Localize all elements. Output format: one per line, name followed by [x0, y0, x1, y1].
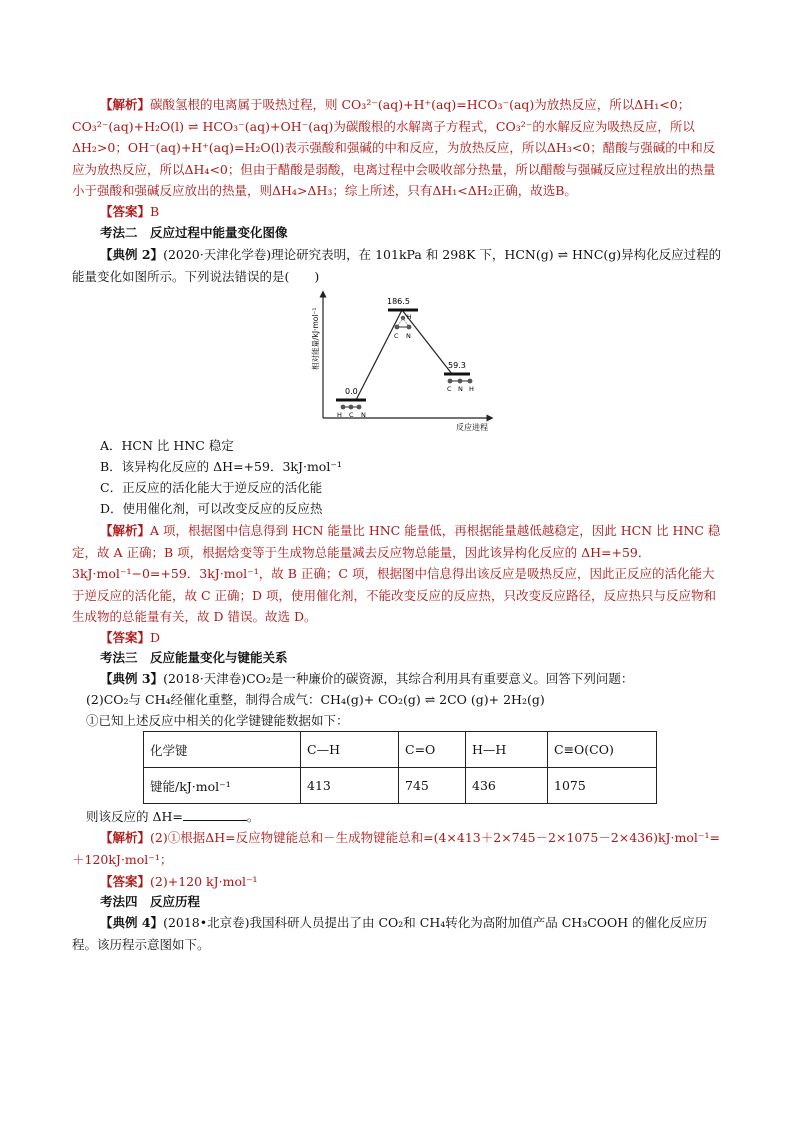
level-0-value: 0.0 — [345, 387, 358, 396]
example-3-part: (2)CO₂与 CH₄经催化重整，制得合成气：CH₄(g)+ CO₂(g) ⇌ 2CO (g)+ 2H₂(g) — [86, 692, 545, 707]
example-stem: 理论研究表明，在 101kPa 和 298K 下，HCN(g) ⇌ HNC(g)异构化反应过程的能量变化如图所示。下列说法错误的是( ) — [72, 247, 722, 284]
analysis-text: (2)①根据ΔH=反应物键能总和－生成物键能总和=(4×413＋2×745－2×1075－2×436)kJ·mol⁻¹=＋120kJ·mol⁻¹； — [72, 830, 720, 867]
analysis-text: A 项，根据图中信息得到 HCN 能量比 HNC 能量低，再根据能量越低越稳定，因此 HCN 比 HNC 稳定，故 A 正确；B 项，根据焓变等于生成物总能量减去反应物总能量，因此该异构化反应的 ΔH=+59．3kJ·mol⁻¹−0=+59．3kJ·mol⁻¹，故 B 正确；C 项，根据图中信息得出该反应是吸热反应，因此正反应的活化能大于逆反应的活化能，故 C 正确；D 项，使用催化剂，不能改变反应的反应热，只改变反应路径，反应热只与反应物和生成物的总能量有关，故 D 错误。故选 D。 — [72, 523, 721, 624]
answer-2 — [72, 627, 722, 649]
section-4-title: 考法四 反应历程 — [100, 894, 201, 909]
example-2 — [72, 244, 722, 287]
table-cell: 1075 — [548, 768, 657, 804]
question-end: 。 — [246, 809, 260, 824]
x-axis-label: 反应进程 — [456, 423, 488, 432]
example-3-sub: ①已知上述反应中相关的化学键键能数据如下： — [86, 713, 349, 728]
example-stem: 我国科研人员提出了由 CO₂和 CH₄转化为高附加值产品 CH₃COOH 的催化反应历程。该历程示意图如下。 — [72, 915, 708, 952]
example-label: 【典例 3】 — [100, 671, 164, 686]
example-4 — [72, 912, 722, 955]
analysis-label: 【解析】 — [100, 97, 151, 112]
example-source: (2018·天津卷) — [163, 671, 247, 686]
bond-energy-table — [143, 731, 657, 804]
level-1-species-h: H — [407, 314, 412, 321]
analysis-2 — [72, 520, 722, 628]
example-3 — [72, 668, 722, 690]
table-header: C=O — [399, 732, 466, 768]
level-2-species-c: C — [447, 385, 452, 393]
answer-value: (2)+120 kJ·mol⁻¹ — [150, 874, 258, 889]
y-axis-label: 相对能量/kJ·mol⁻¹ — [311, 307, 320, 370]
level-0-species-c: C — [349, 411, 354, 419]
table-cell: 436 — [466, 768, 548, 804]
answer-3 — [72, 871, 722, 893]
option-a: A．HCN 比 HNC 稳定 — [100, 438, 234, 453]
table-cell: 键能/kJ·mol⁻¹ — [144, 768, 301, 804]
level-1-species-c: C — [394, 332, 399, 340]
level-1-value: 186.5 — [387, 297, 410, 306]
level-2 — [444, 361, 474, 393]
example-source: (2018•北京卷) — [163, 915, 250, 930]
section-2-title: 考法二 反应过程中能量变化图像 — [100, 225, 288, 240]
section-3-title: 考法三 反应能量变化与键能关系 — [100, 650, 288, 665]
table-row — [144, 768, 657, 804]
example-label: 【典例 2】 — [100, 247, 164, 262]
level-2-species-h: H — [469, 385, 474, 393]
level-2-value: 59.3 — [448, 361, 466, 370]
question-text: 则该反应的 ΔH= — [86, 809, 183, 824]
answer-label: 【答案】 — [100, 204, 151, 219]
energy-diagram — [308, 290, 494, 434]
level-0-species-h: H — [337, 411, 342, 419]
level-2-species-n: N — [458, 385, 463, 393]
table-cell: 745 — [399, 768, 466, 804]
option-c: C．正反应的活化能大于逆反应的活化能 — [100, 480, 323, 495]
answer-blank — [183, 808, 247, 821]
level-1-species-n: N — [406, 332, 411, 340]
answer-value: B — [150, 204, 160, 219]
analysis-text: 碳酸氢根的电离属于吸热过程，则 CO₃²⁻(aq)+H⁺(aq)=HCO₃⁻(aq)为放热反应，所以ΔH₁<0；CO₃²⁻(aq)+H₂O(l) ⇌ HCO₃⁻(aq)+OH⁻(aq)为碳酸根的水解离子方程式，CO₃²⁻的水解反应为吸热反应，所以ΔH₂>0；OH⁻(aq)+H⁺(aq)=H₂O(l)表示强酸和强碱的中和反应，为放热反应，所以ΔH₃<0；醋酸与强碱的中和反应为放热反应，所以ΔH₄<0；但由于醋酸是弱酸，电离过程中会吸收部分热量，所以醋酸与强碱反应过程放出的热量小于强酸和强碱反应放出的热量，则ΔH₄>ΔH₃；综上所述，只有ΔH₁<ΔH₂正确，故选B。 — [72, 97, 716, 198]
option-b: B．该异构化反应的 ΔH=+59．3kJ·mol⁻¹ — [100, 459, 342, 474]
table-header: C≡O(CO) — [548, 732, 657, 768]
analysis-1 — [72, 94, 722, 202]
energy-path — [356, 310, 452, 400]
answer-label: 【答案】 — [100, 630, 151, 645]
analysis-3 — [72, 827, 722, 870]
answer-value: D — [150, 630, 161, 645]
analysis-label: 【解析】 — [100, 523, 151, 538]
example-source: (2020·天津化学卷) — [163, 247, 272, 262]
example-stem: CO₂是一种廉价的碳资源，其综合利用具有重要意义。回答下列问题： — [246, 671, 634, 686]
option-d: D．使用催化剂，可以改变反应的反应热 — [100, 501, 323, 516]
example-label: 【典例 4】 — [100, 915, 164, 930]
table-row — [144, 732, 657, 768]
example-3-question — [86, 806, 736, 828]
table-cell: 413 — [301, 768, 399, 804]
table-header: C—H — [301, 732, 399, 768]
answer-1 — [72, 201, 722, 223]
level-0-species-n: N — [361, 411, 366, 419]
table-header: H—H — [466, 732, 548, 768]
analysis-label: 【解析】 — [100, 830, 151, 845]
table-header: 化学键 — [144, 732, 301, 768]
answer-label: 【答案】 — [100, 874, 151, 889]
level-1 — [387, 297, 418, 340]
level-0 — [336, 387, 366, 419]
